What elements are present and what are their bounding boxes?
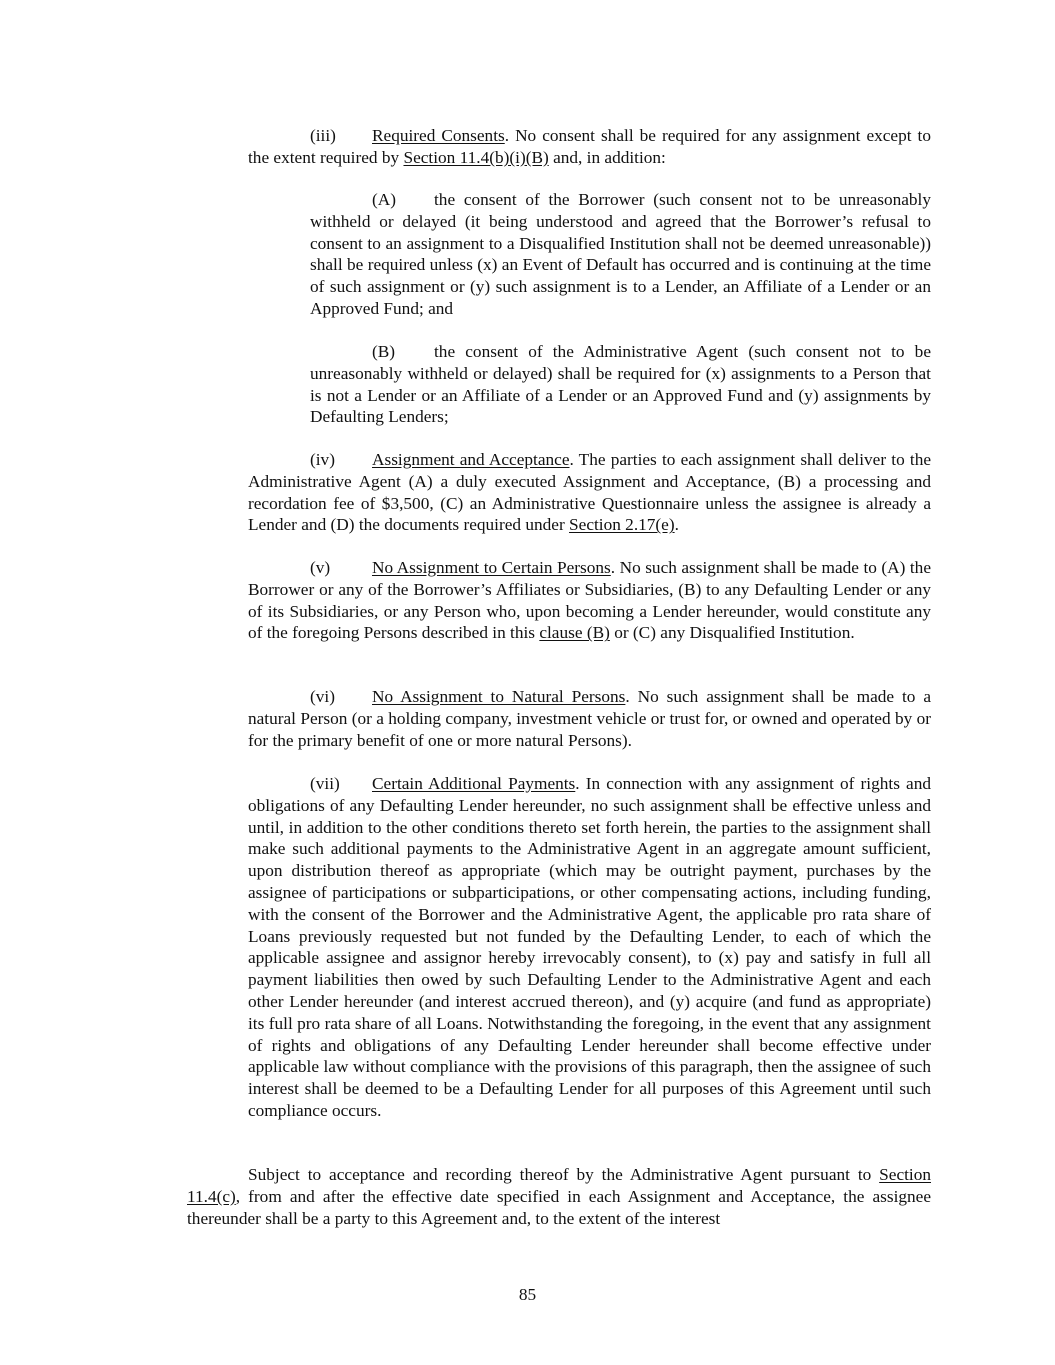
- clause-text: . No such assignment shall be made to a natural Person (or a holding company, investment vehicle or trust for, or owned and operated by or for the primary benefit of one or more natural Persons).: [248, 687, 931, 750]
- clause-number: (A): [372, 190, 396, 209]
- clause-text: . In connection with any assignment of rights and obligations of any Defaulting Lender hereunder, no such assignment shall be effective unless and until, in addition to the other conditions thereto set forth herein, the parties to the assignment shall make such additional payments to the Administrative Agent in an aggregate amount sufficient, upon distribution thereof as appropriate (which may be outright payment, purchases by the assignee of participations or subparticipations, or other compensating actions, including funding, with the consent of the Borrower and the Administrative Agent, the applicable pro rata share of Loans previously requested but not funded by the Defaulting Lender, to each of which the applicable assignee and assignor hereby irrevocably consent), to (x) pay and satisfy in full all payment liabilities then owed by such Defaulting Lender to the Administrative Agent and each other Lender hereunder (and interest accrued thereon), and (y) acquire (and fund as appropriate) its full pro rata share of all Loans. Notwithstanding the foregoing, in the event that any assignment of rights and obligations of any Defaulting Lender hereunder shall become effective under applicable law without compliance with the provisions of this paragraph, then the assignee of such interest shall be deemed to be a Defaulting Lender for all purposes of this Agreement until such compliance occurs.: [248, 774, 931, 1120]
- section-reference: Section 2.17(e): [569, 515, 675, 535]
- clause-text: . No such assignment shall be made to (A) the Borrower or any of the Borrower’s Affiliates or Subsidiaries, (B) to any Defaulting Lender or any of its Subsidiaries, or any Person who, upon becoming a Lender hereunder, would constitute any of the foregoing Persons described in this: [248, 558, 931, 643]
- page-number: 85: [518, 1285, 537, 1304]
- section-reference: Section 11.4(c): [187, 1165, 931, 1206]
- paragraph-subject: [187, 1164, 931, 1229]
- clause-number: (v): [310, 558, 331, 577]
- section-reference: clause (B): [539, 623, 610, 643]
- paragraph-A: [310, 189, 931, 320]
- clause-heading: Required Consents: [372, 126, 505, 145]
- section-reference: Section 11.4(b)(i)(B): [403, 147, 549, 167]
- clause-heading: Assignment and Acceptance: [372, 450, 570, 469]
- paragraph-v: [248, 557, 931, 644]
- clause-text: the consent of the Borrower (such consent not to be unreasonably withheld or delayed (it being understood and agreed that the Borrower’s refusal to consent to an assignment to a Disqualified Institution shall not be deemed unreasonable)) shall be required unless (x) an Event of Default has occurred and is continuing at the time of such assignment or (y) such assignment is to a Lender, an Affiliate of a Lender or an Approved Fund; and: [310, 190, 931, 318]
- clause-number: (vi): [310, 687, 335, 706]
- paragraph-B: [310, 341, 931, 428]
- paragraph-iii: [248, 125, 931, 169]
- clause-text: . The parties to each assignment shall deliver to the Administrative Agent (A) a duly executed Assignment and Acceptance, (B) a processing and recordation fee of $3,500, (C) an Administrative Questionnaire unless the assignee is already a Lender and (D) the documents required under: [248, 450, 932, 535]
- clause-heading: No Assignment to Natural Persons: [372, 687, 626, 706]
- paragraph-vi: [248, 686, 931, 751]
- clause-number: (iv): [310, 450, 335, 469]
- clause-text: or (C) any Disqualified Institution.: [609, 623, 855, 643]
- clause-text: and, in addition:: [548, 147, 666, 167]
- clause-number: (iii): [310, 126, 336, 145]
- clause-text: .: [674, 515, 679, 535]
- clause-number: (B): [372, 342, 396, 361]
- paragraph-vii: [248, 773, 931, 1122]
- clause-text: the consent of the Administrative Agent (such consent not to be unreasonably withheld or delayed) shall be required for (x) assignments to a Person that is not a Lender or an Affiliate of a Lender or an Approved Fund and (y) assignments by Defaulting Lenders;: [310, 342, 931, 427]
- clause-number: (vii): [310, 774, 340, 793]
- paragraph-iv: [248, 449, 931, 536]
- clause-heading: Certain Additional Payments: [372, 774, 576, 793]
- clause-text: . No consent shall be required for any assignment except to the extent required by: [248, 126, 931, 167]
- paragraph-text: Subject to acceptance and recording thereof by the Administrative Agent pursuant to: [248, 1165, 880, 1184]
- paragraph-text: , from and after the effective date specified in each Assignment and Acceptance, the assignee thereunder shall be a party to this Agreement and, to the extent of the interest: [187, 1186, 931, 1228]
- clause-heading: No Assignment to Certain Persons: [372, 558, 611, 577]
